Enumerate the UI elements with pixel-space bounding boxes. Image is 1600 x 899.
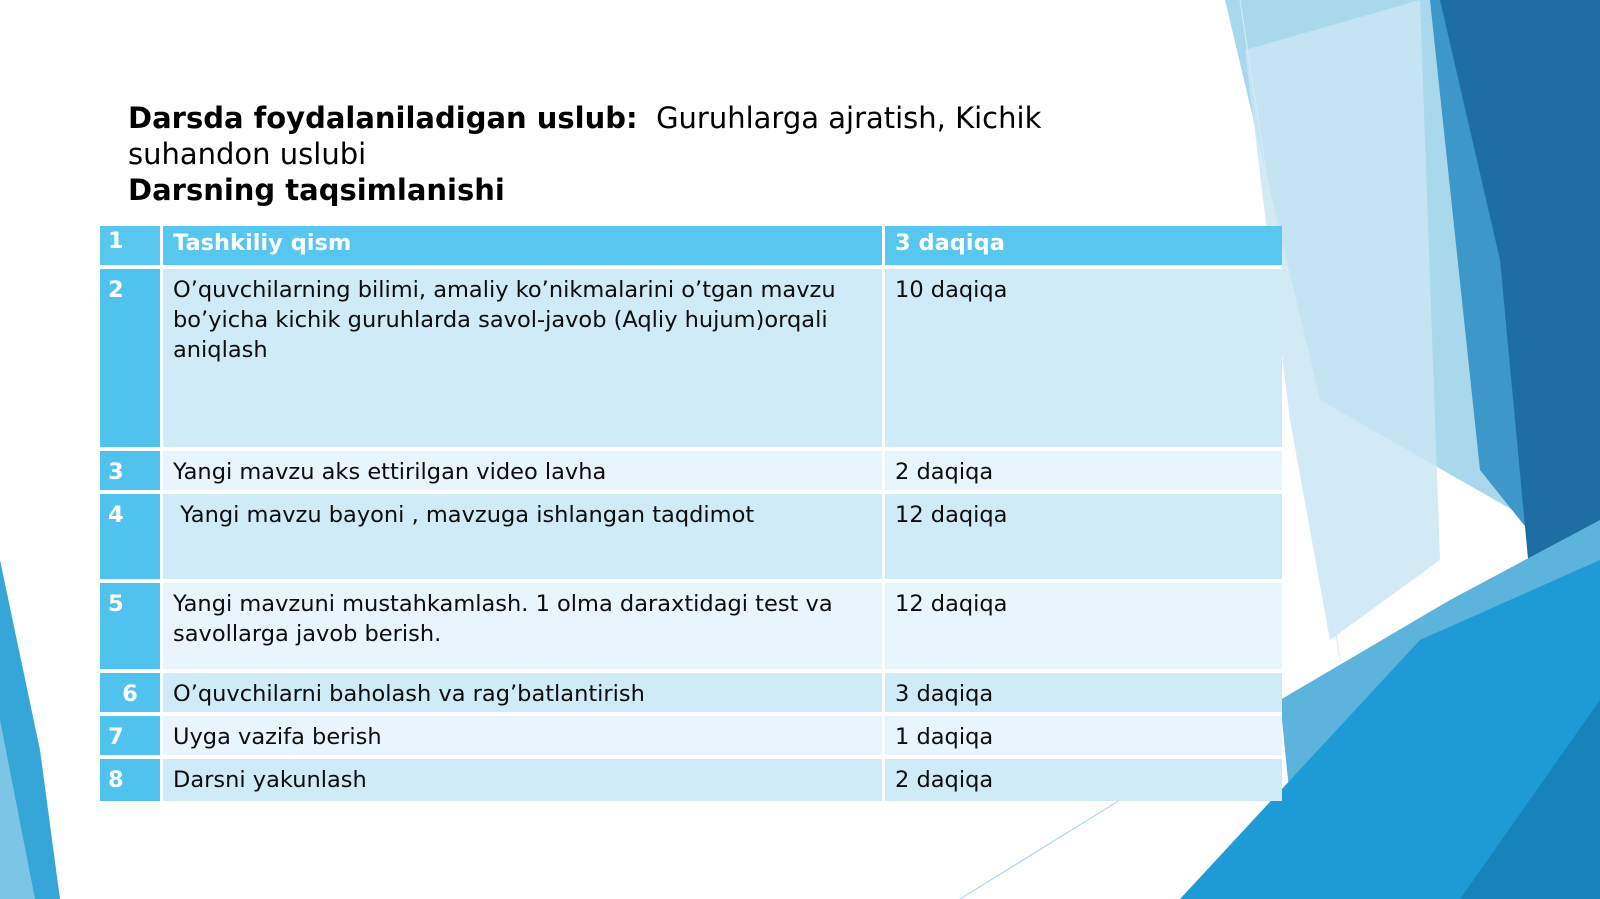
table-row [100, 583, 1282, 673]
lesson-plan-table [100, 226, 1282, 801]
row-description: Uyga vazifa berish [163, 716, 885, 755]
row-description: O’quvchilarni baholash va rag’batlantirish [163, 673, 885, 712]
row-duration: 12 daqiqa [895, 591, 1008, 617]
row-number: 3 [100, 451, 163, 490]
row-duration: 2 daqiqa [895, 459, 994, 485]
row-duration: 10 daqiqa [895, 277, 1008, 303]
distribution-title: Darsning taqsimlanishi [128, 173, 505, 207]
table-row [100, 269, 1282, 451]
row-duration: 1 daqiqa [895, 724, 994, 750]
row-description: Yangi mavzu bayoni , mavzuga ishlangan taqdimot [163, 494, 885, 579]
row-description: Yangi mavzuni mustahkamlash. 1 olma daraxtidagi test va savollarga javob berish. [163, 583, 885, 669]
row-number: 6 [100, 673, 163, 712]
table-row [100, 716, 1282, 759]
row-number: 4 [100, 494, 163, 579]
table-row [100, 451, 1282, 494]
row-description: Tashkiliy qism [163, 226, 885, 265]
row-number: 2 [100, 269, 163, 447]
row-description: O’quvchilarning bilimi, amaliy ko’nikmalarini o’tgan mavzu bo’yicha kichik guruhlarda savol-javob (Aqliy hujum)orqali aniqlash [163, 269, 885, 447]
table-row [100, 673, 1282, 716]
row-duration: 3 daqiqa [895, 230, 1005, 256]
table-row [100, 494, 1282, 583]
bg-thin-line [960, 800, 1120, 899]
row-number: 1 [100, 226, 163, 265]
table-row [100, 226, 1282, 269]
row-number: 7 [100, 716, 163, 755]
row-number: 5 [100, 583, 163, 669]
row-duration: 3 daqiqa [895, 681, 994, 707]
slide-heading [128, 100, 1168, 208]
method-line [128, 100, 1168, 172]
method-value: Guruhlarga ajratish, Kichik suhandon uslubi [128, 101, 1042, 171]
row-number: 8 [100, 759, 163, 801]
table-row [100, 759, 1282, 801]
row-duration: 2 daqiqa [895, 767, 994, 793]
method-label: Darsda foydalaniladigan uslub: [128, 101, 638, 135]
row-description: Yangi mavzu aks ettirilgan video lavha [163, 451, 885, 490]
row-description: Darsni yakunlash [163, 759, 885, 801]
row-duration: 12 daqiqa [895, 502, 1008, 528]
